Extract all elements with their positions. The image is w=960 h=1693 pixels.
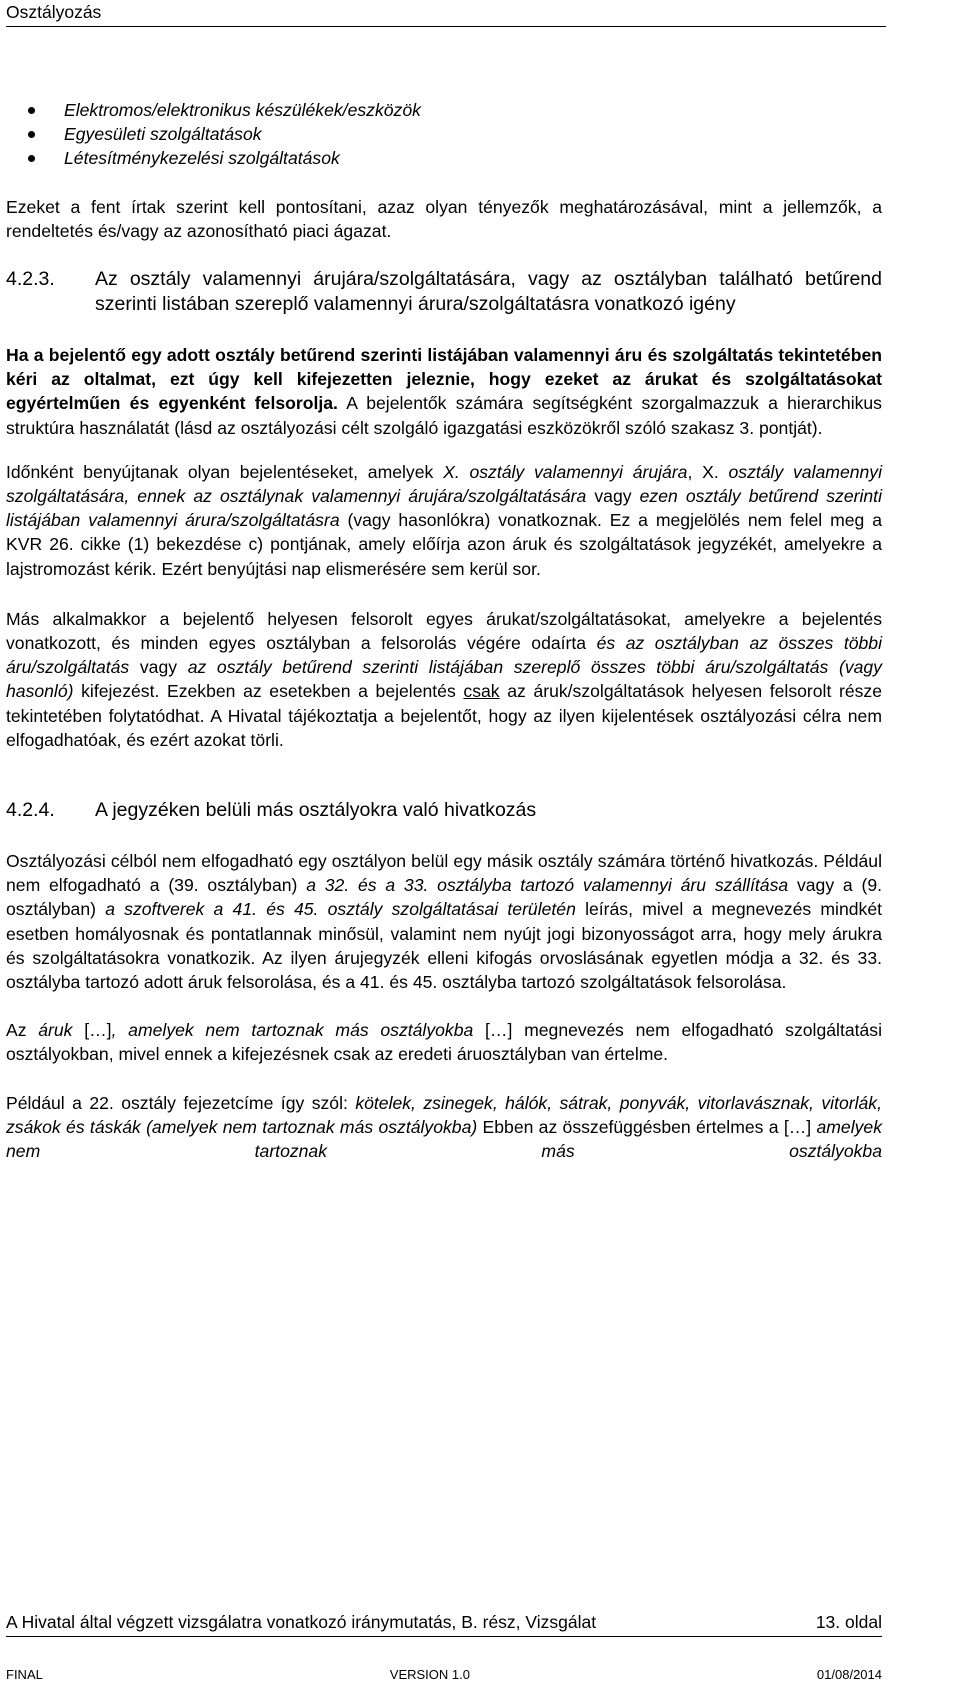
document-body bbox=[6, 98, 882, 1163]
text-run: az áruk/szolgáltatások helyesen felsorolt része tekintetében folytatódhat. A Hivatal tájékoztatja a bejelentőt, hogy az ilyen kijelentések osztályozási célra nem elfogadhatóak, és ezért azokat törli. bbox=[6, 681, 882, 750]
page-footer bbox=[6, 1611, 882, 1637]
footer-version: VERSION 1.0 bbox=[389, 1667, 470, 1682]
footer-date: 01/08/2014 bbox=[816, 1667, 882, 1682]
bullet-list bbox=[6, 98, 882, 171]
text-run: kifejezést. Ezekben az esetekben a bejelentés bbox=[73, 681, 464, 702]
paragraph bbox=[6, 343, 882, 440]
text-run: A bejelentők számára segítségként szorgalmazzuk a hierarchikus struktúra használatát (lásd az osztályozási célt szolgáló igazgatási eszközökről szóló szakasz 3. pontját). bbox=[6, 393, 882, 438]
italic-text: áruk bbox=[38, 1020, 73, 1041]
section-title: Az osztály valamennyi árujára/szolgáltatására, vagy az osztályban található betűrend szerinti listában szereplő valamennyi árura/szolgáltatásra vonatkozó igény bbox=[95, 268, 882, 316]
text-run: Az bbox=[6, 1020, 39, 1041]
underlined-text: csak bbox=[463, 681, 500, 702]
text-run: vagy bbox=[129, 657, 188, 678]
text-run: vagy a (9. osztályban) bbox=[6, 875, 882, 920]
italic-text: a 32. és a 33. osztályba tartozó valamennyi áru szállítása bbox=[306, 875, 789, 896]
list-item: Elektromos/elektronikus készülékek/eszközök bbox=[6, 98, 882, 122]
paragraph bbox=[6, 1091, 882, 1164]
text-run: […] megnevezés nem elfogadható szolgáltatási osztályokban, mivel ennek a kifejezésnek csak az eredeti áruosztályban van értelme. bbox=[6, 1020, 882, 1065]
text-run: […] bbox=[72, 1020, 112, 1041]
section-number: 4.2.4. bbox=[6, 799, 55, 822]
italic-text: és az osztályban az összes többi áru/szolgáltatás bbox=[6, 633, 882, 678]
italic-text: amelyek nem tartoznak más osztályokba bbox=[6, 1116, 882, 1162]
text-run: Például a 22. osztály fejezetcíme így szól: bbox=[6, 1092, 356, 1113]
italic-text: a szoftverek a 41. és 45. osztály szolgáltatásai területén bbox=[105, 899, 576, 920]
text-run: , X. bbox=[687, 461, 729, 482]
section-number: 4.2.3. bbox=[6, 268, 55, 291]
section-title: A jegyzéken belüli más osztályokra való hivatkozás bbox=[95, 799, 537, 822]
italic-text: , amelyek nem tartoznak más osztályokba bbox=[111, 1020, 474, 1041]
text-run: Ebben az összefüggésben értelmes a […] bbox=[477, 1116, 817, 1137]
italic-text: ezen osztály betűrend szerinti listájában valamennyi árura/szolgáltatásra bbox=[6, 486, 882, 531]
page-header bbox=[6, 0, 886, 27]
italic-text: az osztály betűrend szerinti listájában szereplő összes többi áru/szolgáltatás (vagy hasonló) bbox=[6, 657, 882, 702]
text-run: leírás, mivel a megnevezés mindkét esetben homályosnak és pontatlannak minősül, valamint nem nyújt jogi bizonyosságot arra, hogy mely árukra és szolgáltatásokra vonatkozik. Az ilyen árujegyzék elleni kifogás orvoslásának egyetlen módja a 32. és 33. osztályba tartozó adott áruk felsorolása, és a 41. és 45. osztályba tartozó szolgáltatások felsorolása. bbox=[6, 899, 882, 993]
paragraph bbox=[6, 849, 882, 994]
bold-text: Ha a bejelentő egy adott osztály betűrend szerinti listájában valamennyi áru és szolgáltatás tekintetében kéri az oltalmat, ezt úgy kell kifejezetten jeleznie, hogy ezeket az árukat és szolgáltatásokat egyértelműen és egyenként felsorolja. bbox=[6, 345, 882, 414]
footer-doc-title: A Hivatal által végzett vizsgálatra vonatkozó iránymutatás, B. rész, Vizsgálat bbox=[6, 1612, 597, 1632]
text-run: Időnként benyújtanak olyan bejelentéseket, amelyek bbox=[6, 461, 444, 482]
text-run: Osztályozási célból nem elfogadható egy osztályon belül egy másik osztály számára történő hivatkozás. Például nem elfogadható a (39. osztályban) bbox=[6, 851, 882, 896]
header-title: Osztályozás bbox=[6, 2, 102, 22]
list-item: Létesítménykezelési szolgáltatások bbox=[6, 146, 882, 170]
paragraph bbox=[6, 460, 882, 581]
footer-page-number: 13. oldal bbox=[815, 1612, 882, 1632]
text-run: (vagy hasonlókra) vonatkoznak. Ez a megjelölés nem felel meg a KVR 26. cikke (1) bekezdése c) pontjának, amely előírja azon áruk és szolgáltatások jegyzékét, amelyekre a lajstromozást kérik. Ezért benyújtási nap elismerésére sem kerül sor. bbox=[6, 510, 882, 579]
section-heading-423 bbox=[6, 267, 882, 317]
text-run: Más alkalmakkor a bejelentő helyesen felsorolt egyes árukat/szolgáltatásokat, amelyekre a bejelentés vonatkozott, és minden egyes osztályban a felsorolás végére odaírta bbox=[6, 608, 882, 654]
footer-meta bbox=[6, 1667, 882, 1683]
intro-paragraph: Ezeket a fent írtak szerint kell pontosítani, azaz olyan tényezők meghatározásával, mint a jellemzők, a rendeltetés és/vagy az azonosítható piaci ágazat. bbox=[6, 196, 882, 241]
paragraph bbox=[6, 607, 882, 752]
italic-text: osztály valamennyi szolgáltatására, ennek az osztálynak valamennyi árujára/szolgáltatására bbox=[6, 461, 882, 507]
list-item: Egyesületi szolgáltatások bbox=[6, 122, 882, 146]
text-run: vagy bbox=[586, 486, 640, 507]
italic-text: kötelek, zsinegek, hálók, sátrak, ponyvák, vitorlavásznak, vitorlák, zsákok és táskák (amelyek nem tartoznak más osztályokba) bbox=[6, 1092, 882, 1137]
footer-status: FINAL bbox=[6, 1667, 43, 1682]
paragraph bbox=[6, 1018, 882, 1066]
section-heading-424 bbox=[6, 798, 882, 823]
italic-text: X. osztály valamennyi árujára bbox=[443, 461, 688, 482]
